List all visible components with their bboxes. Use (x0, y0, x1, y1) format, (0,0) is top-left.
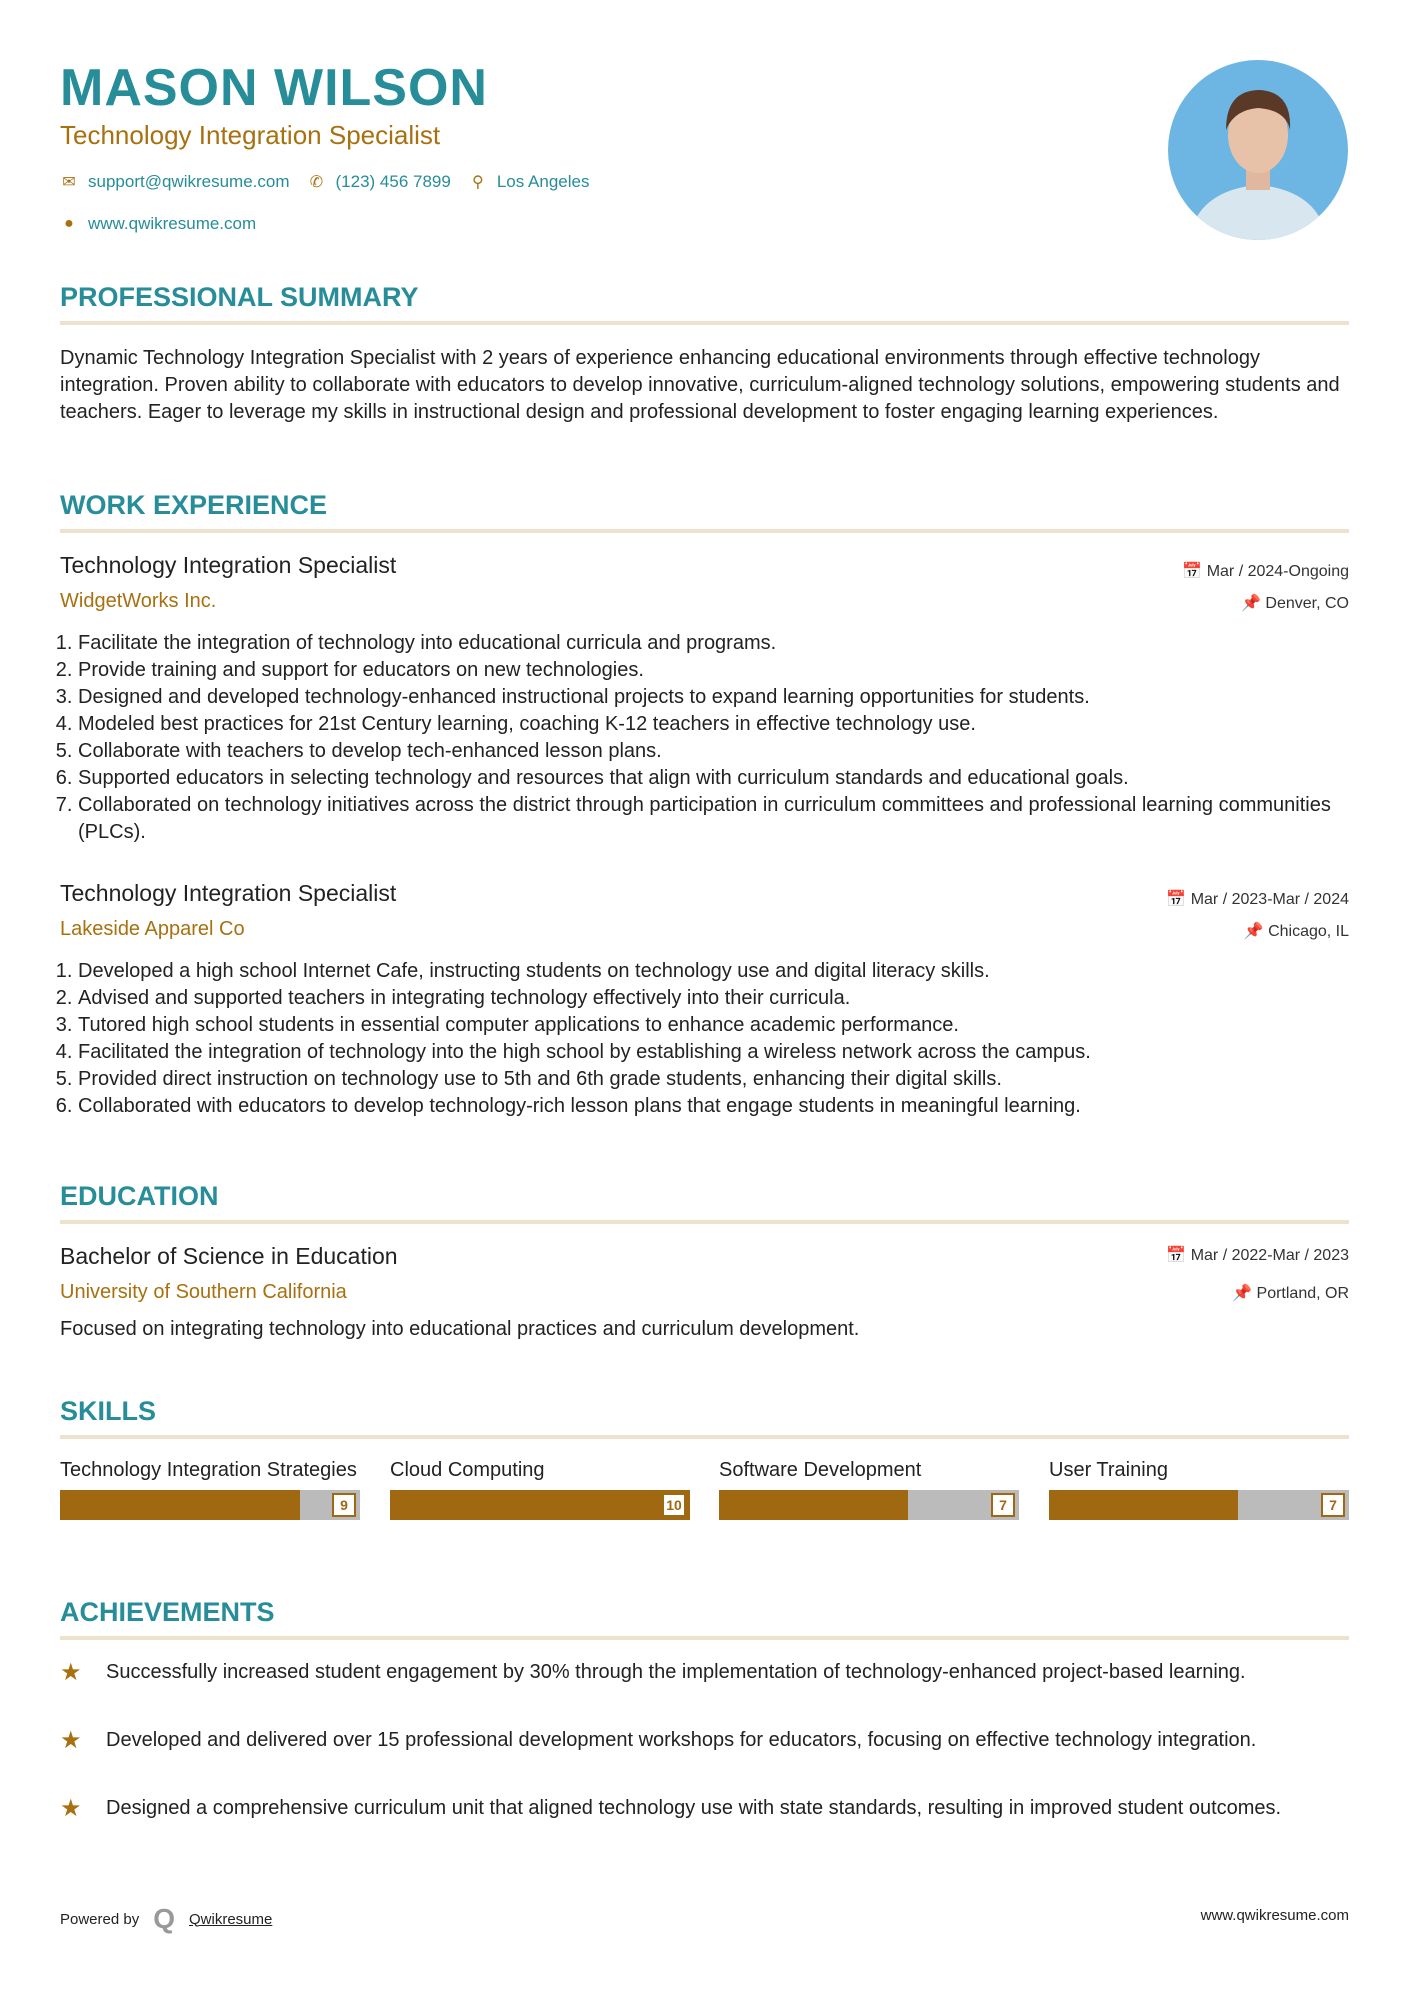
job-duties-list (60, 630, 1349, 846)
pin-icon: 📌 (1241, 595, 1266, 612)
job-location (1241, 593, 1349, 613)
school: University of Southern California (60, 1281, 347, 1303)
job-dates (1182, 561, 1349, 581)
achievement-text: Designed a comprehensive curriculum unit that aligned technology use with state standards, resulting in improved student outcomes. (106, 1797, 1282, 1819)
calendar-icon: 📅 (1166, 1247, 1191, 1264)
education-dates-text: Mar / 2022-Mar / 2023 (1190, 1247, 1349, 1264)
section-heading-education: EDUCATION (60, 1181, 1349, 1224)
pin-icon: 📌 (1243, 923, 1269, 940)
pin-icon: 📌 (1232, 1285, 1257, 1302)
job-company: WidgetWorks Inc. (60, 590, 217, 612)
list-item: 7. Collaborated on technology initiatives across the district through participation in curriculum committees and professional learning communities (PLCs). (78, 792, 1349, 846)
skill-bar (1049, 1490, 1349, 1520)
education-dates (1166, 1245, 1349, 1265)
education-location-text: Portland, OR (1256, 1285, 1349, 1302)
job-dates-text: Mar / 2024-Ongoing (1206, 563, 1349, 580)
section-heading-summary: PROFESSIONAL SUMMARY (60, 282, 1349, 325)
job-dates (1166, 889, 1349, 909)
contact-row (60, 172, 589, 192)
globe-icon: ● (64, 215, 74, 232)
job-dates-text: Mar / 2023-Mar / 2024 (1190, 891, 1349, 908)
achievement-item (60, 1795, 1349, 1822)
achievement-item (60, 1659, 1349, 1686)
skill-level: 7 (1321, 1493, 1345, 1517)
skill-level: 7 (991, 1493, 1015, 1517)
job-location-text: Chicago, IL (1268, 923, 1349, 940)
job-duties-list (60, 958, 1349, 1120)
candidate-title: Technology Integration Specialist (60, 120, 441, 150)
phone-icon: ✆ (309, 174, 324, 191)
calendar-icon: 📅 (1182, 563, 1207, 580)
skill-item (60, 1457, 360, 1520)
calendar-icon: 📅 (1166, 891, 1191, 908)
candidate-name: MASON WILSON (60, 59, 488, 117)
phone-text: (123) 456 7899 (335, 172, 451, 191)
skill-name: Software Development (719, 1459, 922, 1481)
location-text: Los Angeles (496, 172, 590, 191)
skill-bar (390, 1490, 690, 1520)
achievement-text: Developed and delivered over 15 professional development workshops for educators, focusing on effective technology integration. (106, 1729, 1257, 1751)
envelope-icon: ✉ (62, 174, 76, 191)
summary-text: Dynamic Technology Integration Specialist with 2 years of experience enhancing educational environments through effective technology integration. Proven ability to collaborate with educators to develop innovative, curriculum-aligned technology solutions, empowering students and teachers. Eager to leverage my skills in instructional design and professional development to foster engaging learning experiences. (60, 347, 1340, 423)
star-icon: ★ (60, 1727, 82, 1754)
education-location (1232, 1283, 1349, 1303)
education-description: Focused on integrating technology into educational practices and curriculum development. (60, 1318, 860, 1340)
skill-item (719, 1457, 1019, 1520)
list-item: 1. Developed a high school Internet Cafe, instructing students on technology use and digital literacy skills. (78, 958, 1349, 985)
star-icon: ★ (60, 1795, 82, 1822)
job-role: Technology Integration Specialist (60, 880, 397, 906)
section-heading-work: WORK EXPERIENCE (60, 490, 1349, 533)
degree: Bachelor of Science in Education (60, 1243, 398, 1269)
job-location-text: Denver, CO (1265, 595, 1349, 612)
skill-level: 10 (662, 1493, 686, 1517)
section-heading-achievements: ACHIEVEMENTS (60, 1597, 1349, 1640)
section-heading-skills: SKILLS (60, 1396, 1349, 1439)
list-item: 5. Provided direct instruction on technology use to 5th and 6th grade students, enhancing their digital skills. (78, 1066, 1349, 1093)
list-item: 3. Tutored high school students in essential computer applications to enhance academic performance. (78, 1012, 1349, 1039)
powered-by-label: Powered by (60, 1910, 140, 1928)
skill-name: Technology Integration Strategies (60, 1459, 357, 1481)
list-item: 2. Advised and supported teachers in integrating technology effectively into their curricula. (78, 985, 1349, 1012)
email-link[interactable]: support@qwikresume.com (88, 172, 290, 191)
footer-powered (60, 1903, 272, 1935)
map-pin-icon: ⚲ (471, 174, 484, 191)
skill-item (390, 1457, 690, 1520)
footer-site[interactable]: www.qwikresume.com (1200, 1907, 1349, 1924)
job-location (1244, 921, 1349, 941)
list-item: 6. Collaborated with educators to develop technology-rich lesson plans that engage students in meaningful learning. (78, 1093, 1349, 1120)
skill-bar (60, 1490, 360, 1520)
list-item: 4. Modeled best practices for 21st Century learning, coaching K-12 teachers in effective technology use. (78, 711, 1349, 738)
qwikresume-link[interactable]: Qwikresume (189, 1910, 273, 1928)
job-company: Lakeside Apparel Co (60, 918, 245, 940)
skill-name: Cloud Computing (390, 1459, 545, 1481)
achievement-item (60, 1727, 1349, 1754)
skill-level: 9 (332, 1493, 356, 1517)
skill-bar (719, 1490, 1019, 1520)
skill-name: User Training (1049, 1459, 1168, 1481)
qwikresume-logo-icon: Q (153, 1903, 175, 1934)
skill-item (1049, 1457, 1349, 1520)
achievement-text: Successfully increased student engagement by 30% through the implementation of technology-enhanced project-based learning. (106, 1661, 1246, 1683)
list-item: 3. Designed and developed technology-enhanced instructional projects to expand learning opportunities for students. (78, 684, 1349, 711)
list-item: 1. Facilitate the integration of technology into educational curricula and programs. (78, 630, 1349, 657)
job-role: Technology Integration Specialist (60, 552, 397, 578)
star-icon: ★ (60, 1659, 82, 1686)
list-item: 5. Collaborate with teachers to develop tech-enhanced lesson plans. (78, 738, 1349, 765)
list-item: 2. Provide training and support for educators on new technologies. (78, 657, 1349, 684)
profile-photo (1168, 60, 1348, 240)
list-item: 6. Supported educators in selecting technology and resources that align with curriculum standards and educational goals. (78, 765, 1349, 792)
list-item: 4. Facilitated the integration of technology into the high school by establishing a wireless network across the campus. (78, 1039, 1349, 1066)
website-link[interactable]: www.qwikresume.com (88, 214, 257, 233)
website-row (60, 214, 256, 234)
